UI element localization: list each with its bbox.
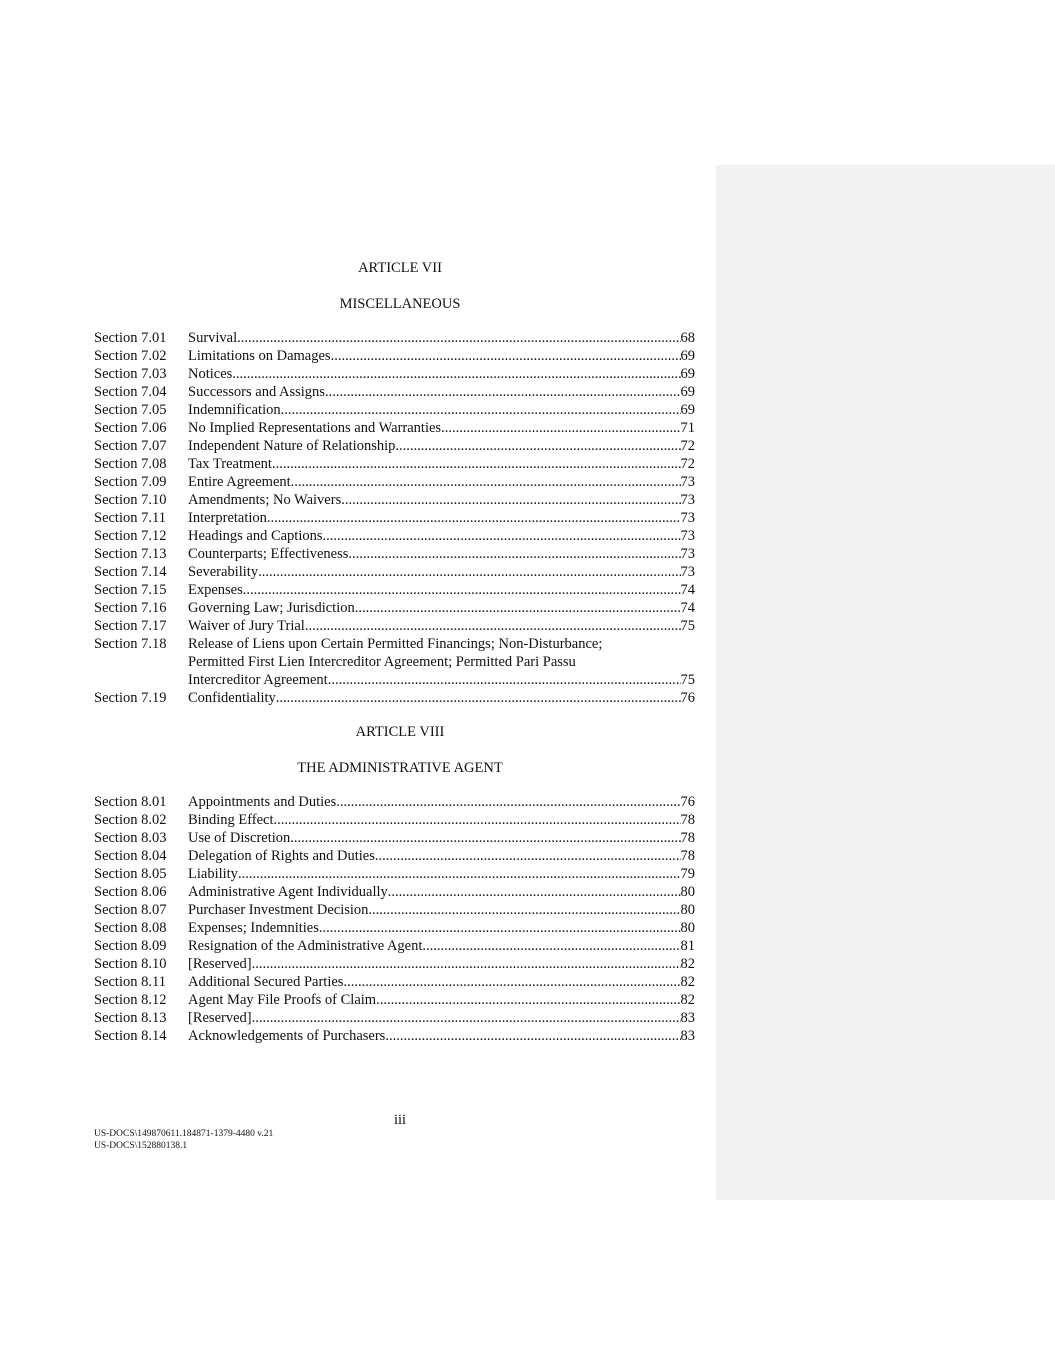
section-title: Expenses (188, 582, 243, 598)
leader-dots (376, 991, 680, 1009)
toc-row-7-14[interactable] (94, 563, 695, 581)
leader-dots (441, 419, 680, 437)
section-title: Use of Discretion (188, 830, 291, 846)
toc-row-8-09[interactable] (94, 937, 695, 955)
leader-dots (422, 937, 680, 955)
section-title: Entire Agreement (188, 474, 291, 490)
toc-row-8-11[interactable] (94, 973, 695, 991)
toc-row-8-08[interactable] (94, 919, 695, 937)
article-8-heading: ARTICLE VIII (355, 724, 445, 740)
section-title: Appointments and Duties (188, 794, 337, 810)
section-number: Section 8.08 (94, 920, 167, 936)
leader-dots (388, 883, 681, 901)
page-ref: 75 (680, 672, 695, 688)
section-number: Section 7.16 (94, 600, 167, 616)
page-ref: 69 (680, 402, 695, 418)
page-ref: 75 (680, 618, 695, 634)
toc-row-8-03[interactable] (94, 829, 695, 847)
leader-dots (290, 829, 680, 847)
toc-row-7-04[interactable] (94, 383, 695, 401)
section-title: Additional Secured Parties (188, 974, 344, 990)
section-number: Section 7.08 (94, 456, 167, 472)
page-ref: 74 (680, 600, 695, 616)
section-number: Section 7.06 (94, 420, 167, 436)
page-ref: 83 (680, 1010, 695, 1026)
section-number: Section 7.05 (94, 402, 167, 418)
section-title: Headings and Captions (188, 528, 323, 544)
page-ref: 82 (680, 974, 695, 990)
leader-dots (355, 599, 681, 617)
toc-row-7-18[interactable] (94, 635, 695, 689)
leader-dots (368, 901, 680, 919)
section-number: Section 8.01 (94, 794, 167, 810)
section-title: Acknowledgements of Purchasers (188, 1028, 386, 1044)
toc-row-7-08[interactable] (94, 455, 695, 473)
toc-row-7-12[interactable] (94, 527, 695, 545)
leader-dots (348, 545, 680, 563)
article-8-toc (94, 793, 695, 1045)
toc-row-8-07[interactable] (94, 901, 695, 919)
toc-row-7-17[interactable] (94, 617, 695, 635)
section-title: Administrative Agent Individually (188, 884, 388, 900)
toc-row-7-16[interactable] (94, 599, 695, 617)
article-7-heading: ARTICLE VII (358, 260, 442, 276)
leader-dots (267, 509, 681, 527)
section-title: Severability (188, 564, 259, 580)
toc-row-8-04[interactable] (94, 847, 695, 865)
leader-dots (276, 689, 681, 707)
toc-row-8-14[interactable] (94, 1027, 695, 1045)
section-number: Section 8.10 (94, 956, 167, 972)
footer-doc-id-2: US-DOCS\152880138.1 (94, 1141, 188, 1151)
section-number: Section 7.17 (94, 618, 167, 634)
section-number: Section 8.05 (94, 866, 167, 882)
toc-row-7-02[interactable] (94, 347, 695, 365)
page-ref: 73 (680, 510, 695, 526)
section-title: [Reserved] (188, 956, 252, 972)
comment-pane (716, 165, 1055, 1200)
page-ref: 82 (680, 956, 695, 972)
section-title: Indemnification (188, 402, 281, 418)
article-8-title: THE ADMINISTRATIVE AGENT (297, 760, 503, 776)
toc-row-7-13[interactable] (94, 545, 695, 563)
section-title-line-1: Release of Liens upon Certain Permitted Financings; Non-Disturbance; (188, 636, 603, 652)
page-ref: 72 (680, 438, 695, 454)
toc-row-7-09[interactable] (94, 473, 695, 491)
section-number: Section 8.06 (94, 884, 167, 900)
leader-dots (341, 491, 680, 509)
page-number: iii (393, 1112, 407, 1128)
toc-row-7-05[interactable] (94, 401, 695, 419)
section-title: Purchaser Investment Decision (188, 902, 369, 918)
section-number: Section 7.19 (94, 690, 167, 706)
section-title: Delegation of Rights and Duties (188, 848, 375, 864)
section-title: Agent May File Proofs of Claim (188, 992, 377, 1008)
section-title: Resignation of the Administrative Agent (188, 938, 423, 954)
page-ref: 73 (680, 546, 695, 562)
section-number: Section 8.02 (94, 812, 167, 828)
section-number: Section 7.04 (94, 384, 167, 400)
page-ref: 73 (680, 564, 695, 580)
section-title: Interpretation (188, 510, 267, 526)
toc-row-7-10[interactable] (94, 491, 695, 509)
section-number: Section 7.03 (94, 366, 167, 382)
section-number: Section 7.02 (94, 348, 167, 364)
section-number: Section 8.14 (94, 1028, 167, 1044)
leader-dots (281, 401, 681, 419)
section-number: Section 8.12 (94, 992, 167, 1008)
page-ref: 78 (680, 812, 695, 828)
page-ref: 79 (680, 866, 695, 882)
toc-row-7-01[interactable] (94, 329, 695, 347)
leader-dots (325, 383, 681, 401)
section-title: Expenses; Indemnities (188, 920, 319, 936)
page-ref: 76 (680, 794, 695, 810)
page-ref: 78 (680, 848, 695, 864)
toc-row-8-12[interactable] (94, 991, 695, 1009)
section-title: Tax Treatment (188, 456, 272, 472)
section-number: Section 7.18 (94, 636, 167, 652)
leader-dots (238, 865, 681, 883)
leader-dots (328, 671, 681, 689)
section-number: Section 8.07 (94, 902, 167, 918)
page-ref: 80 (680, 884, 695, 900)
leader-dots (243, 581, 681, 599)
section-number: Section 7.09 (94, 474, 167, 490)
leader-dots (385, 1027, 680, 1045)
leader-dots (395, 437, 680, 455)
section-number: Section 8.13 (94, 1010, 167, 1026)
leader-dots (336, 793, 680, 811)
page-ref: 68 (680, 330, 695, 346)
section-title: No Implied Representations and Warranties (188, 420, 442, 436)
leader-dots (323, 527, 681, 545)
document-page (94, 0, 695, 1365)
leader-dots (291, 473, 681, 491)
page-ref: 69 (680, 348, 695, 364)
footer-doc-id-1: US-DOCS\149870611.184871-1379-4480 v.21 (94, 1129, 274, 1139)
section-title: Confidentiality (188, 690, 276, 706)
section-title: Governing Law; Jurisdiction (188, 600, 355, 616)
page-ref: 73 (680, 528, 695, 544)
leader-dots (232, 365, 680, 383)
section-title: Liability (188, 866, 238, 882)
section-number: Section 7.15 (94, 582, 167, 598)
leader-dots (252, 1009, 681, 1027)
section-title: Limitations on Damages (188, 348, 331, 364)
section-number: Section 8.09 (94, 938, 167, 954)
section-number: Section 8.11 (94, 974, 166, 990)
section-title: Binding Effect (188, 812, 274, 828)
section-number: Section 8.03 (94, 830, 167, 846)
page-ref: 69 (680, 366, 695, 382)
toc-row-7-11[interactable] (94, 509, 695, 527)
page-ref: 82 (680, 992, 695, 1008)
page-ref: 83 (680, 1028, 695, 1044)
toc-row-7-15[interactable] (94, 581, 695, 599)
section-number: Section 8.04 (94, 848, 167, 864)
leader-dots (272, 455, 681, 473)
leader-dots (343, 973, 680, 991)
toc-row-8-06[interactable] (94, 883, 695, 901)
page-ref: 69 (680, 384, 695, 400)
toc-row-8-13[interactable] (94, 1009, 695, 1027)
leader-dots (305, 617, 681, 635)
section-title: Notices (188, 366, 233, 382)
page-ref: 72 (680, 456, 695, 472)
toc-row-8-01[interactable] (94, 793, 695, 811)
toc-row-7-06[interactable] (94, 419, 695, 437)
section-number: Section 7.13 (94, 546, 167, 562)
section-number: Section 7.01 (94, 330, 167, 346)
section-title-line-2: Permitted First Lien Intercreditor Agreement; Permitted Pari Passu (188, 654, 576, 670)
section-title: [Reserved] (188, 1010, 252, 1026)
leader-dots (319, 919, 681, 937)
page-ref: 80 (680, 902, 695, 918)
section-number: Section 7.10 (94, 492, 167, 508)
toc-row-7-19[interactable] (94, 689, 695, 707)
article-7-title: MISCELLANEOUS (339, 296, 461, 312)
toc-row-8-02[interactable] (94, 811, 695, 829)
leader-dots (274, 811, 681, 829)
page-ref: 71 (680, 420, 695, 436)
page-ref: 74 (680, 582, 695, 598)
section-title: Successors and Assigns (188, 384, 325, 400)
section-title-line-3: Intercreditor Agreement (188, 672, 328, 688)
leader-dots (375, 847, 681, 865)
toc-row-8-05[interactable] (94, 865, 695, 883)
section-number: Section 7.14 (94, 564, 167, 580)
leader-dots (252, 955, 681, 973)
page-ref: 73 (680, 492, 695, 508)
leader-dots (258, 563, 680, 581)
section-title: Survival (188, 330, 238, 346)
section-number: Section 7.07 (94, 438, 167, 454)
leader-dots (331, 347, 681, 365)
leader-dots (237, 329, 680, 347)
section-title: Waiver of Jury Trial (188, 618, 305, 634)
page-ref: 73 (680, 474, 695, 490)
toc-row-7-07[interactable] (94, 437, 695, 455)
toc-row-7-03[interactable] (94, 365, 695, 383)
page-ref: 78 (680, 830, 695, 846)
page-ref: 81 (680, 938, 695, 954)
article-7-toc (94, 329, 695, 707)
section-number: Section 7.11 (94, 510, 166, 526)
section-title: Amendments; No Waivers (188, 492, 342, 508)
section-title: Independent Nature of Relationship (188, 438, 396, 454)
section-title: Counterparts; Effectiveness (188, 546, 349, 562)
toc-row-8-10[interactable] (94, 955, 695, 973)
page-ref: 76 (680, 690, 695, 706)
section-number: Section 7.12 (94, 528, 167, 544)
page-ref: 80 (680, 920, 695, 936)
